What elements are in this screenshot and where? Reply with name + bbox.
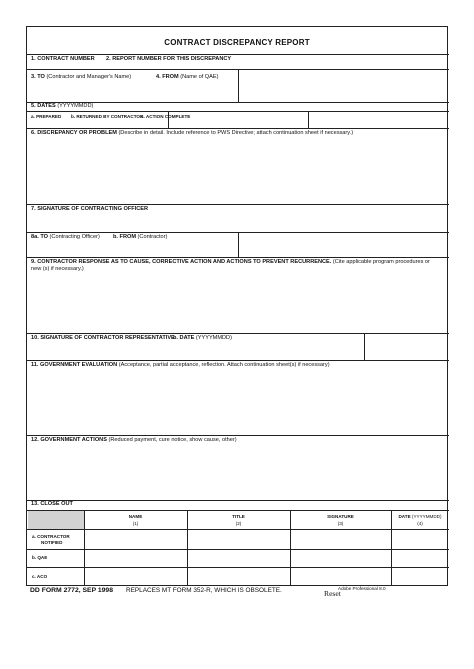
- discrepancy-field[interactable]: [29, 138, 447, 202]
- rule: [27, 111, 449, 112]
- col-name-header: NAME: [128, 514, 143, 519]
- contractor-title-field[interactable]: [189, 531, 289, 548]
- col-title-number: (2): [235, 521, 242, 526]
- qae-title-field[interactable]: [189, 551, 289, 566]
- col-signature-number: (3): [337, 521, 344, 526]
- rule: [27, 333, 449, 334]
- prepared-label: a. PREPARED: [31, 114, 62, 119]
- rule: [238, 232, 239, 257]
- close-out-label: 13. CLOSE OUT: [31, 501, 73, 507]
- aco-title-field[interactable]: [189, 569, 289, 585]
- closeout-shaded-cell: [28, 511, 84, 529]
- rule: [27, 54, 449, 55]
- col-date-number: (4): [417, 521, 423, 526]
- report-number-label: 2. REPORT NUMBER FOR THIS DISCREPANCY: [106, 56, 232, 62]
- reset-button[interactable]: Reset: [324, 589, 341, 598]
- replaces-note: REPLACES MT FORM 352-R, WHICH IS OBSOLETE.: [126, 587, 282, 594]
- to-label: 3. TO (Contractor and Manager's Name): [31, 74, 132, 80]
- qae-name-field[interactable]: [86, 551, 186, 566]
- aco-signature-field[interactable]: [292, 569, 390, 585]
- contractor-rep-signature-field[interactable]: [29, 343, 362, 358]
- contracting-officer-signature-label: 7. SIGNATURE OF CONTRACTING OFFICER: [31, 206, 149, 212]
- rule: [308, 111, 309, 128]
- 8b-from-field[interactable]: [240, 242, 447, 255]
- col-title-header: TITLE: [232, 514, 245, 519]
- rule: [27, 529, 449, 530]
- contracting-officer-signature-field[interactable]: [29, 214, 447, 230]
- prepared-date-field[interactable]: [29, 119, 167, 127]
- rule: [238, 69, 239, 102]
- returned-label: b. RETURNED BY CONTRACTOR: [71, 114, 144, 119]
- rule: [27, 435, 449, 436]
- returned-date-field[interactable]: [170, 119, 307, 127]
- discrepancy-label: 6. DISCREPANCY OR PROBLEM (Describe in detail. Include reference to PWS Directive; attach continuation sheet if necessary.): [31, 130, 354, 136]
- col-signature-header: SIGNATURE: [327, 514, 354, 519]
- government-evaluation-field[interactable]: [29, 370, 447, 433]
- 8a-to-label: 8a. TO (Contracting Officer): [31, 234, 100, 240]
- row-qae-label: b. QAE: [32, 555, 48, 560]
- action-complete-date-field[interactable]: [310, 119, 447, 127]
- qae-date-field[interactable]: [393, 551, 447, 566]
- adobe-version-note: Adobe Professional 8.0: [338, 586, 386, 591]
- contractor-signature-field[interactable]: [292, 531, 390, 548]
- rule: [27, 204, 449, 205]
- contractor-date-field[interactable]: [393, 531, 447, 548]
- contractor-response-field[interactable]: [29, 275, 447, 331]
- rule: [27, 360, 449, 361]
- contractor-rep-date-label: b. DATE (YYYYMMDD): [173, 335, 232, 341]
- government-evaluation-label: 11. GOVERNMENT EVALUATION (Acceptance, partial acceptance, reflection. Attach continuation sheet(s) if necessary): [31, 362, 330, 368]
- action-complete-label: c. ACTION COMPLETE: [141, 114, 191, 119]
- from-label: 4. FROM (Name of QAE): [156, 74, 219, 80]
- rule: [27, 510, 449, 511]
- contractor-response-label: 9. CONTRACTOR RESPONSE AS TO CAUSE, CORRECTIVE ACTION AND ACTIONS TO PREVENT RECURRENCE. (Cite applicable program procedures or new (s) if necessary.): [31, 259, 430, 272]
- contract-number-label: 1. CONTRACT NUMBER: [31, 56, 95, 62]
- from-field[interactable]: [240, 82, 447, 100]
- 8b-from-label: b. FROM (Contractor): [113, 234, 168, 240]
- aco-date-field[interactable]: [393, 569, 447, 585]
- government-actions-field[interactable]: [29, 445, 447, 498]
- col-date-header: DATE (YYYYMMDD): [398, 514, 442, 519]
- rule: [364, 333, 365, 360]
- row-aco-label: c. ACO: [32, 574, 48, 579]
- contract-number-field[interactable]: [29, 62, 447, 68]
- form-identifier: DD FORM 2772, SEP 1998: [30, 587, 113, 594]
- contract-discrepancy-form: [26, 26, 448, 586]
- to-field[interactable]: [29, 82, 236, 100]
- 8a-to-field[interactable]: [29, 242, 236, 255]
- rule: [27, 257, 449, 258]
- row-contractor-label: a. CONTRACTOR: [32, 534, 70, 539]
- rule: [27, 128, 449, 129]
- qae-signature-field[interactable]: [292, 551, 390, 566]
- aco-name-field[interactable]: [86, 569, 186, 585]
- form-title: CONTRACT DISCREPANCY REPORT: [164, 38, 310, 47]
- contractor-rep-date-field[interactable]: [366, 343, 447, 358]
- dates-label: 5. DATES (YYYYMMDD): [31, 103, 94, 109]
- row-contractor-notified-label: NOTIFIED: [41, 540, 63, 545]
- col-name-number: (1): [132, 521, 139, 526]
- contractor-rep-signature-label: 10. SIGNATURE OF CONTRACTOR REPRESENTATIVE: [31, 335, 175, 341]
- rule: [27, 567, 449, 568]
- rule: [27, 549, 449, 550]
- government-actions-label: 12. GOVERNMENT ACTIONS (Reduced payment, cure notice, show cause, other): [31, 437, 237, 443]
- contractor-name-field[interactable]: [86, 531, 186, 548]
- rule: [27, 500, 449, 501]
